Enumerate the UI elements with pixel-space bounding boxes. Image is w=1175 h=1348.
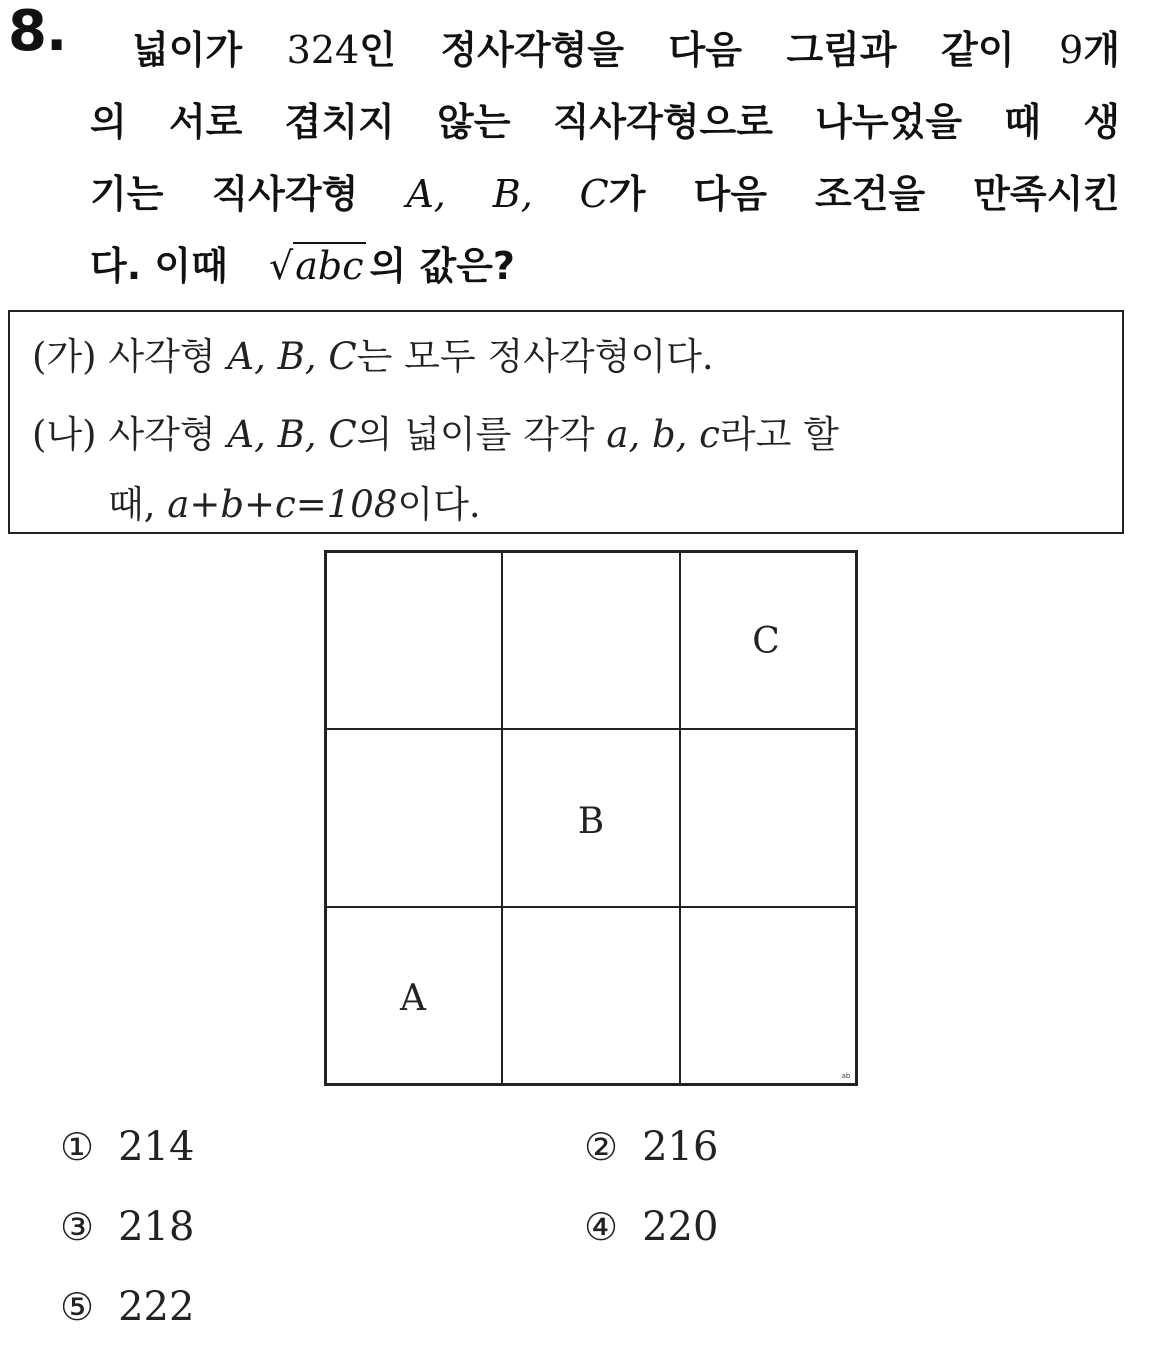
- condition-na: [32, 404, 839, 458]
- choice-4[interactable]: [584, 1204, 718, 1250]
- choice-number-icon: ③: [60, 1205, 95, 1249]
- choice-value: 216: [642, 1124, 719, 1170]
- grid-svg: [324, 550, 858, 1086]
- question-text-segment: 가 다음 조건을 만족시킨: [608, 172, 1120, 216]
- sqrt-expression: [269, 230, 365, 302]
- condition-math: a, b, c: [606, 413, 720, 456]
- choice-1[interactable]: [60, 1124, 194, 1170]
- condition-text: 이다.: [397, 483, 481, 526]
- question-line-3: [90, 158, 1120, 230]
- math-rect-names: A, B, C: [406, 172, 609, 216]
- square-grid-diagram: [324, 550, 858, 1086]
- condition-math: A, B, C: [227, 413, 357, 456]
- question-number: 8.: [8, 0, 67, 64]
- corner-mark: ab: [841, 1072, 851, 1080]
- conditions-box: [8, 310, 1124, 534]
- condition-text: 의 넓이를 각각: [356, 413, 607, 456]
- choice-5[interactable]: [60, 1284, 194, 1330]
- count-value: 9: [1059, 28, 1084, 72]
- radical-sign: √: [269, 244, 294, 288]
- choice-number-icon: ①: [60, 1125, 95, 1169]
- choice-number-icon: ②: [584, 1125, 619, 1169]
- area-value: 324: [286, 28, 360, 72]
- condition-equation: a+b+c=108: [167, 483, 398, 526]
- condition-ga: [32, 326, 714, 380]
- question-text-segment: 인 정사각형을 다음 그림과 같이: [359, 28, 1060, 72]
- question-text-segment: 기는 직사각형: [90, 172, 407, 216]
- condition-text: 사각형: [96, 335, 228, 378]
- question-text-segment: 개: [1083, 28, 1120, 72]
- question-text-segment: 다. 이때: [90, 244, 242, 288]
- rect-label-b: B: [577, 801, 605, 842]
- condition-text: 라고 할: [719, 413, 839, 456]
- choice-number-icon: ⑤: [60, 1285, 95, 1329]
- question-line-1: [90, 14, 1120, 86]
- question-text: [90, 14, 1120, 302]
- choice-value: 222: [118, 1284, 195, 1330]
- question-text-segment: 의 서로 겹치지 않는 직사각형으로 나누었을 때 생: [90, 100, 1120, 144]
- condition-math: A, B, C: [227, 335, 357, 378]
- choice-3[interactable]: [60, 1204, 194, 1250]
- rect-label-a: A: [400, 978, 426, 1019]
- condition-text: 때,: [108, 483, 168, 526]
- choice-number-icon: ④: [584, 1205, 619, 1249]
- question-line-2: [90, 86, 1120, 158]
- condition-label: (가): [32, 335, 97, 378]
- choice-2[interactable]: [584, 1124, 718, 1170]
- condition-na-continued: [108, 474, 481, 528]
- question-text-segment: 의 값은?: [369, 244, 515, 288]
- condition-text: 는 모두 정사각형이다.: [356, 335, 714, 378]
- rect-label-c: C: [752, 621, 780, 662]
- choice-value: 214: [118, 1124, 195, 1170]
- choice-value: 220: [642, 1204, 719, 1250]
- question-line-4: [90, 230, 1120, 302]
- radicand: abc: [295, 244, 364, 288]
- condition-label: (나): [32, 413, 97, 456]
- choice-value: 218: [118, 1204, 195, 1250]
- question-text-segment: 넓이가: [132, 28, 287, 72]
- condition-text: 사각형: [96, 413, 228, 456]
